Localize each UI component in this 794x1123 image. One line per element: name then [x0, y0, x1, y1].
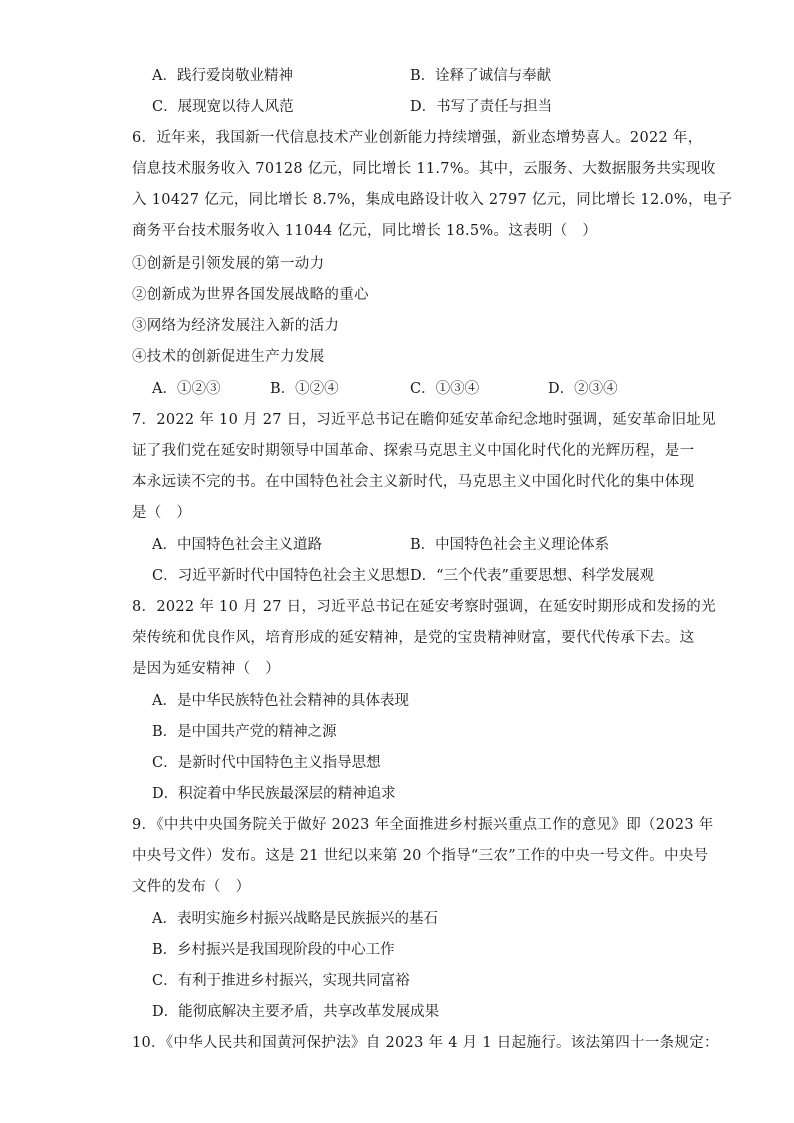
q7-stem-line-2: 证了我们党在延安时期领导中国革命、探索马克思主义中国化时代化的光辉历程，是一	[132, 443, 695, 459]
q6-stem-line-3: 入 10427 亿元，同比增长 8.7%，集成电路设计收入 2797 亿元，同比增长 12.0%，电子	[132, 192, 733, 208]
q9-option-b[interactable]: B．乡村振兴是我国现阶段的中心工作	[152, 942, 395, 958]
q7-option-a[interactable]: A．中国特色社会主义道路	[152, 537, 322, 553]
q8-stem-line-1: 8．2022 年 10 月 27 日，习近平总书记在延安考察时强调，在延安时期形成和发扬的光	[132, 599, 716, 615]
q6-statement-4: ④技术的创新促进生产力发展	[132, 349, 325, 365]
prev-option-d[interactable]: D．书写了责任与担当	[410, 99, 553, 115]
prev-option-c[interactable]: C．展现宽以待人风范	[152, 99, 294, 115]
q6-stem-line-2: 信息技术服务收入 70128 亿元，同比增长 11.7%。其中，云服务、大数据服务共实现收	[132, 161, 716, 177]
q7-stem-line-3: 本永远读不完的书。在中国特色社会主义新时代，马克思主义中国化时代化的集中体现	[132, 474, 695, 490]
q7-option-b[interactable]: B．中国特色社会主义理论体系	[410, 537, 610, 553]
q9-option-c[interactable]: C．有利于推进乡村振兴，实现共同富裕	[152, 973, 410, 989]
q6-stem-line-4: 商务平台技术服务收入 11044 亿元，同比增长 18.5%。这表明（ ）	[132, 223, 598, 239]
q8-option-d[interactable]: D．积淀着中华民族最深层的精神追求	[152, 786, 396, 802]
q8-option-b[interactable]: B．是中国共产党的精神之源	[152, 724, 337, 740]
q9-stem-line-2: 中央号文件）发布。这是 21 世纪以来第 20 个指导“三农”工作的中央一号文件。中央号	[132, 848, 709, 864]
q10-stem-line-1: 10．《中华人民共和国黄河保护法》自 2023 年 4 月 1 日起施行。该法第四十一条规定：	[132, 1035, 719, 1051]
q6-stem-line-1: 6．近年来，我国新一代信息技术产业创新能力持续增强，新业态增势喜人。2022 年，	[132, 130, 703, 146]
q8-stem-line-3: 是因为延安精神（ ）	[132, 661, 280, 677]
prev-option-b[interactable]: B．诠释了诚信与奉献	[410, 68, 552, 84]
q7-stem-line-4: 是（ ）	[132, 505, 192, 521]
q7-stem-line-1: 7．2022 年 10 月 27 日，习近平总书记在瞻仰延安革命纪念地时强调，延安革命旧址见	[132, 412, 716, 428]
q9-option-a[interactable]: A．表明实施乡村振兴战略是民族振兴的基石	[152, 911, 438, 927]
q9-option-d[interactable]: D．能彻底解决主要矛盾，共享改革发展成果	[152, 1004, 440, 1020]
q9-stem-line-3: 文件的发布（ ）	[132, 879, 251, 895]
q6-statement-1: ①创新是引领发展的第一动力	[132, 256, 325, 272]
q6-option-b[interactable]: B．①②④	[270, 381, 339, 397]
q7-option-d[interactable]: D．“三个代表”重要思想、科学发展观	[410, 568, 654, 584]
q8-stem-line-2: 荣传统和优良作风，培育形成的延安精神，是党的宝贵精神财富，要代代传承下去。这	[132, 630, 695, 646]
q6-statement-2: ②创新成为世界各国发展战略的重心	[132, 287, 369, 303]
q9-stem-line-1: 9．《中共中央国务院关于做好 2023 年全面推进乡村振兴重点工作的意见》即（2023 年	[132, 817, 714, 833]
q6-option-a[interactable]: A．①②③	[152, 381, 221, 397]
q6-statement-3: ③网络为经济发展注入新的活力	[132, 318, 340, 334]
q8-option-c[interactable]: C．是新时代中国特色主义指导思想	[152, 755, 381, 771]
q6-option-c[interactable]: C．①③④	[410, 381, 480, 397]
q7-option-c[interactable]: C．习近平新时代中国特色社会主义思想	[152, 568, 410, 584]
q8-option-a[interactable]: A．是中华民族特色社会精神的具体表现	[152, 693, 409, 709]
prev-option-a[interactable]: A．践行爱岗敬业精神	[152, 68, 293, 84]
q6-option-d[interactable]: D．②③④	[548, 381, 618, 397]
